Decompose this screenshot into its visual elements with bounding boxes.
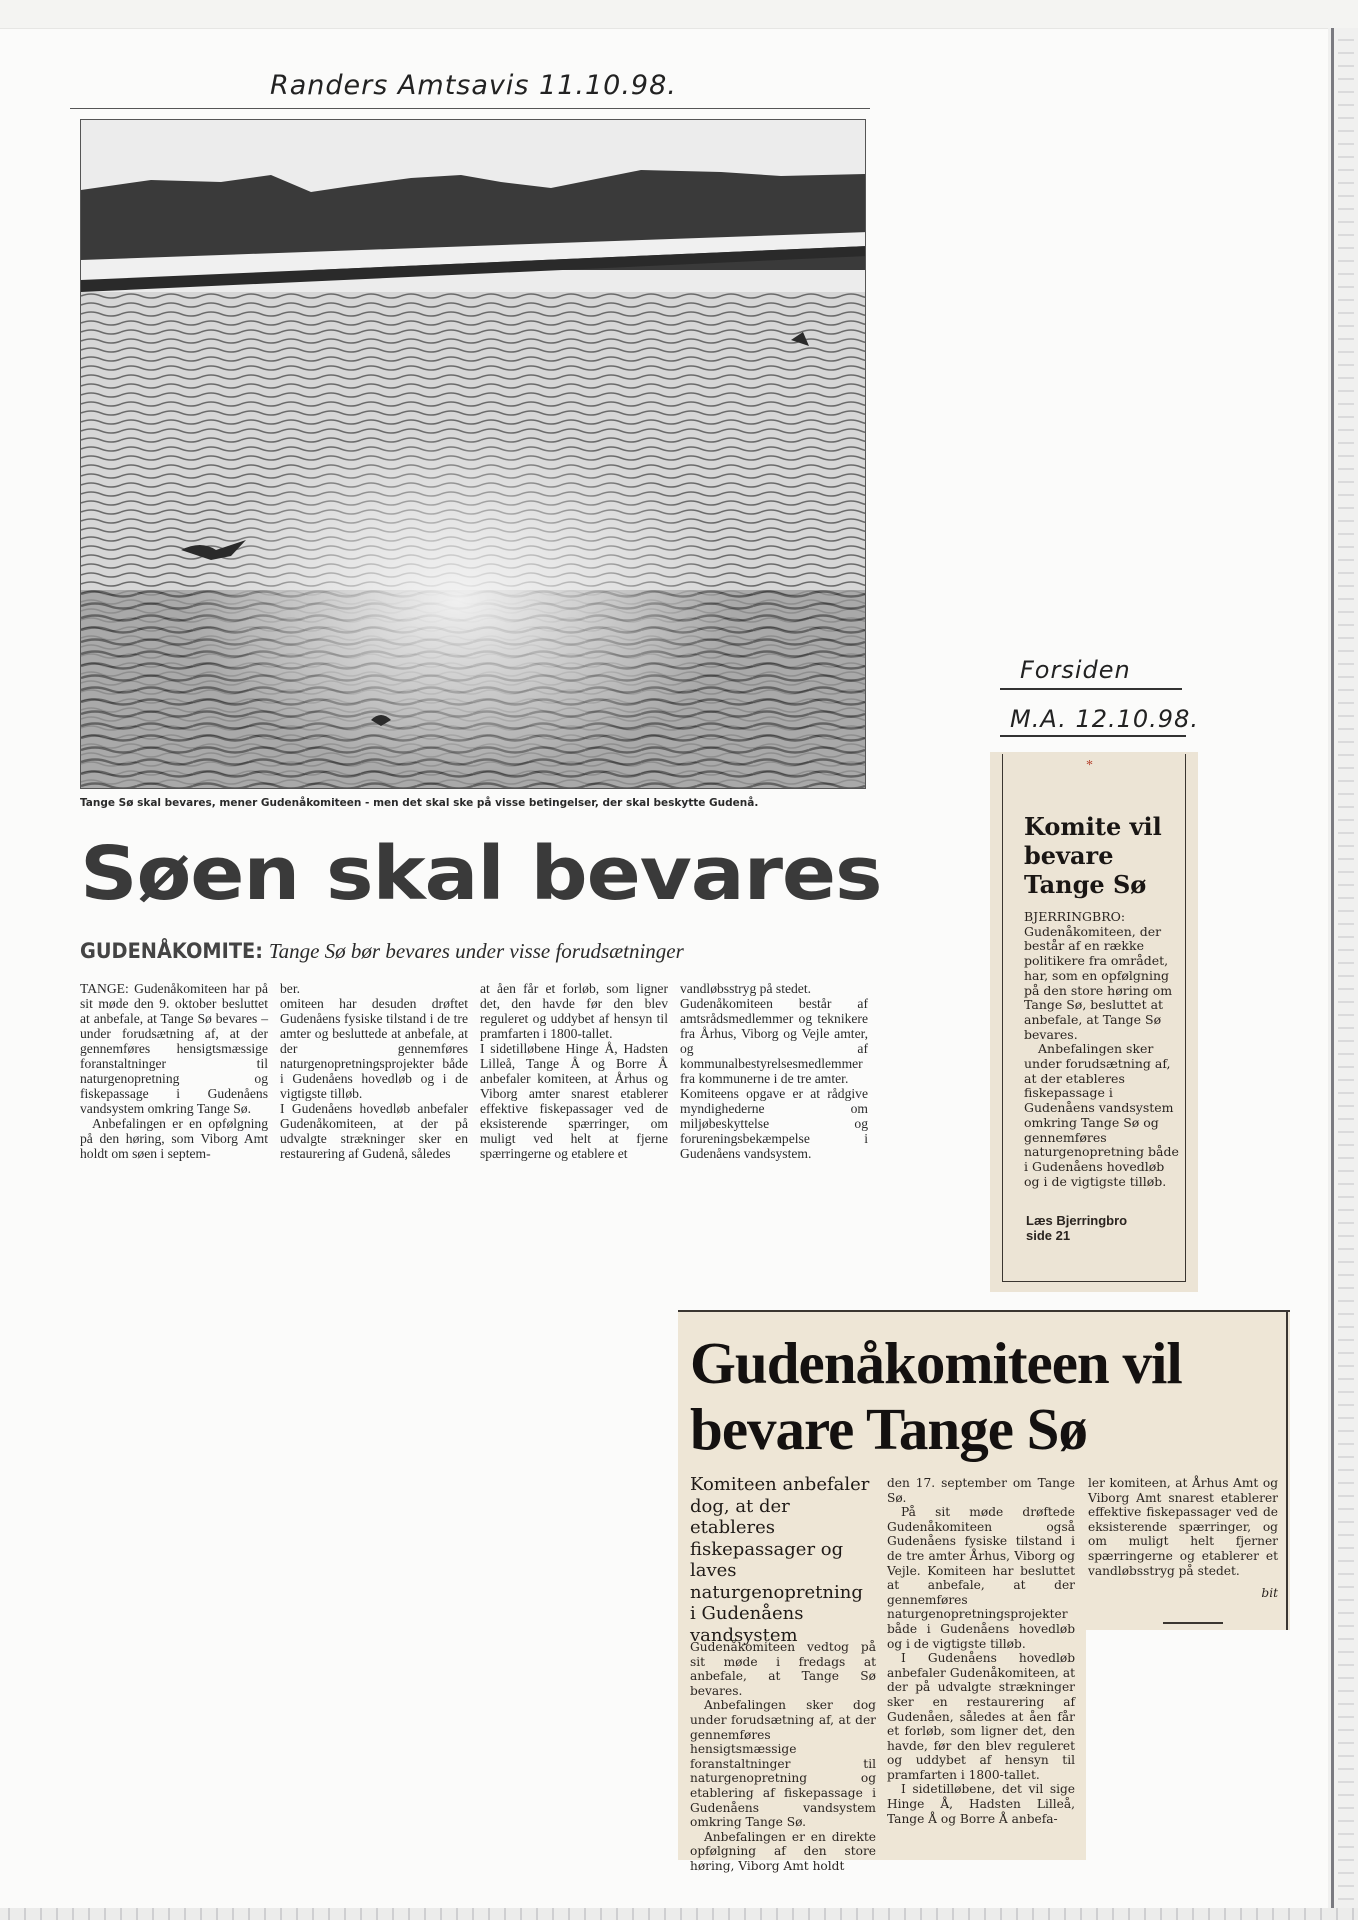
binder-edge-right: [1328, 28, 1358, 1908]
star-marker-icon: *: [1086, 758, 1093, 773]
paragraph: På sit møde drøftede Gudenåkomiteen også Gudenåens fysiske tilstand i de tre amter Århus, Viborg og Vejle. Komiteen har besluttet at anbefale, at der gennemføres naturgenopretningsprojekter både i Gudenåens hovedløb og i de vigtigste tilløb.: [887, 1505, 1075, 1651]
paragraph: vandløbsstryg på stedet.: [680, 981, 812, 996]
article-column: [1088, 1476, 1278, 1601]
paragraph: Anbefalingen sker under forudsætning af, at der etableres fiskepassage i Gudenåens vandsystem omkring Tange Sø og gennemføres naturgenopretning både i Gudenåens hovedløb og i de vigtigste tilløb.: [1024, 1041, 1179, 1189]
paragraph: ber.: [280, 981, 301, 996]
article-column: [680, 981, 868, 1161]
paragraph: Gudenåkomiteen består af amtsrådsmedlemmer og teknikere fra Århus, Viborg og Vejle amter, og af kommunalbestyrelsesmedlemmer fra kommunerne i de tre amter.: [680, 996, 868, 1086]
article-kicker: [80, 939, 684, 964]
paragraph: Anbefalingen sker dog under forudsætning af, at der gennemføres hensigtsmæssige foranstaltninger til naturgenopretning og etablering af fiskepassage i Gudenåens vandsystem omkring Tange Sø.: [690, 1698, 876, 1830]
article-headline: Gudenåkomiteen vil bevare Tange Sø: [690, 1330, 1182, 1462]
paragraph: I Gudenåens hovedløb anbefaler Gudenåkomiteen, at der på udvalgte strækninger sker en restaurering af Gudenåen, således at åen får et forløb, som ligner det, den havde, før den blev reguleret og uddybet af hensyn til pramfarten i 1800-tallet.: [887, 1651, 1075, 1782]
brief-headline: Komite vil bevare Tange Sø: [1024, 812, 1162, 899]
author-signature: bit: [1261, 1586, 1278, 1601]
brief-body: [1024, 910, 1180, 1189]
paragraph: Anbefalingen er en direkte opfølgning af den store høring, Viborg Amt holdt: [690, 1829, 876, 1873]
article-column: [690, 1640, 876, 1874]
paragraph: at åen får et forløb, som ligner det, den havde før den blev reguleret og uddybet af hensyn til pramfarten i 1800-tallet.: [480, 981, 668, 1041]
photo-caption: Tange Sø skal bevares, mener Gudenåkomiteen - men det skal ske på visse betingelser, der skal beskytte Gudenå.: [80, 797, 759, 809]
clipping-gudenaakomiteen: [678, 1310, 1290, 1873]
binder-edge-bottom: [0, 1908, 1358, 1920]
paragraph: I Gudenåens hovedløb anbefaler Gudenåkomiteen, at der på udvalgte strækninger sker en restaurering af Gudenå, således: [280, 1101, 468, 1161]
paragraph: Anbefalingen er en opfølgning på den høring, som Viborg Amt holdt om søen i septem-: [80, 1116, 268, 1161]
article-body: [80, 981, 870, 1161]
binder-holes: [1338, 34, 1354, 1914]
paragraph: omiteen har desuden drøftet Gudenåens fysiske tilstand i de tre amter og besluttede at anbefale, at der gennemføres naturgenopretningsprojekter både i Gudenåens hovedløb og i de vigtigste tilløb.: [280, 996, 468, 1101]
article-lead: Komiteen anbefaler dog, at der etableres fiskepassager og laves naturgenopretning i Gudenåens vandsystem: [690, 1474, 870, 1646]
handwritten-underline: [1000, 735, 1186, 737]
binder-rail: [1331, 28, 1334, 1908]
paragraph: den 17. september om Tange Sø.: [887, 1476, 1075, 1505]
handwritten-underline: [1000, 688, 1182, 690]
article-column: [480, 981, 668, 1161]
clipping-front-page-brief: [990, 752, 1198, 1292]
handwritten-source-note: Randers Amtsavis 11.10.98.: [270, 70, 677, 101]
article-headline: Søen skal bevares: [80, 831, 882, 917]
paragraph: I sidetilløbene Hinge Å, Hadsten Lilleå, Tange Å og Borre Å anbefaler komiteen, at Århus og Viborg amter snarest etablerer effektive fiskepassager ved de eksisterende spærringer, om muligt ved helt at fjerne spærringerne og etablere et: [480, 1041, 668, 1161]
kicker-label: GUDENÅKOMITE:: [80, 939, 263, 963]
lake-photo-image: [81, 120, 866, 789]
kicker-subtitle: Tange Sø bør bevares under visse forudsætninger: [268, 939, 684, 963]
paragraph: Gudenåkomiteen vedtog på sit møde i fredags at anbefale, at Tange Sø bevares.: [690, 1640, 876, 1698]
article-column: [280, 981, 468, 1161]
paragraph: BJERRINGBRO: Gudenåkomiteen, der består af en række politikere fra området, har, som en opfølgning på den store høring om Tange Sø, besluttet at anbefale, at Tange Sø bevares.: [1024, 909, 1173, 1042]
end-rule: [1163, 1622, 1223, 1624]
paragraph: TANGE: Gudenåkomiteen har på sit møde den 9. oktober besluttet at anbefale, at Tange Sø bevares – under forudsætning af, at der gennemføres hensigtsmæssige foranstaltninger til naturgenopretning og fiskepassage i Gudenåens vandsystem omkring Tange Sø.: [80, 981, 268, 1116]
paragraph: I sidetilløbene, det vil sige Hinge Å, Hadsten Lilleå, Tange Å og Borre Å anbefa-: [887, 1782, 1075, 1826]
clipping-randers-amtsavis: [70, 108, 882, 1203]
lake-photo: [80, 119, 866, 789]
article-column: [887, 1476, 1075, 1826]
paragraph: ler komiteen, at Århus Amt og Viborg Amt snarest etablerer effektive fiskepassager ved de eksisterende spærringer, og om muligt helt fjerner spærringerne og etablerer et vandløbsstryg på stedet.: [1088, 1476, 1278, 1578]
see-more-reference: Læs Bjerringbro side 21: [1026, 1213, 1128, 1243]
handwritten-date-note: M.A. 12.10.98.: [1010, 705, 1199, 733]
article-column: [80, 981, 268, 1161]
paragraph: Komiteens opgave er at rådgive myndighederne om miljøbeskyttelse og forureningsbekæmpelse i Gudenåens vandsystem.: [680, 1086, 868, 1161]
handwritten-section-note: Forsiden: [1020, 656, 1131, 684]
